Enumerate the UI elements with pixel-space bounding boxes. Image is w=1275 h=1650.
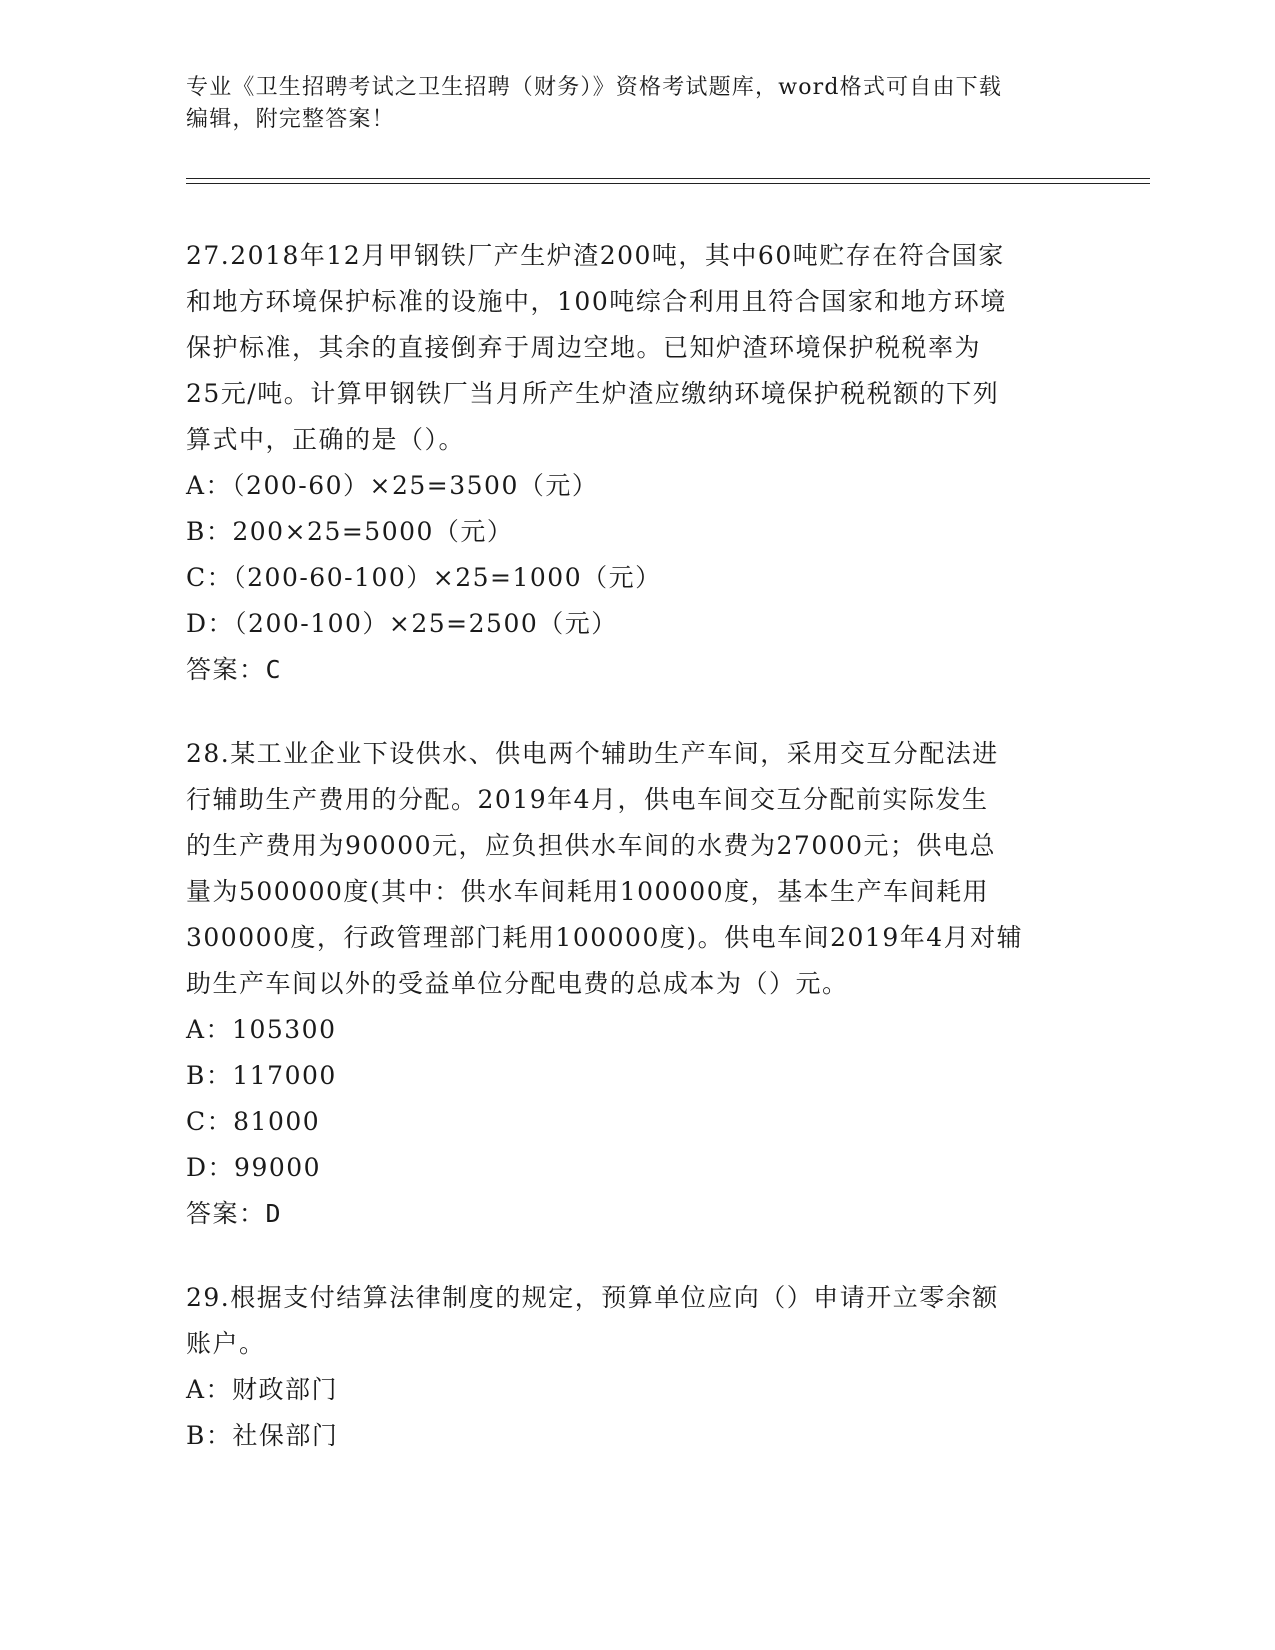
option-b: B：117000 (186, 1061, 337, 1090)
question-text-line: 量为500000度(其中：供水车间耗用100000度，基本生产车间耗用 (186, 877, 990, 906)
question-text-line: 29.根据支付结算法律制度的规定，预算单位应向（）申请开立零余额 (186, 1283, 999, 1312)
question-text-line: 助生产车间以外的受益单位分配电费的总成本为（）元。 (186, 969, 849, 998)
question-29 (186, 1275, 1086, 1459)
question-28 (186, 731, 1086, 1237)
header-line-2: 编辑，附完整答案！ (186, 107, 395, 132)
header-divider-bottom (186, 183, 1150, 184)
question-text-line: 保护标准，其余的直接倒弃于周边空地。已知炉渣环境保护税税率为 (186, 333, 982, 362)
answer-line (186, 1191, 1086, 1237)
option-a: A：财政部门 (186, 1375, 339, 1404)
question-list (186, 233, 1086, 1497)
option-b: B：200×25=5000（元） (186, 517, 514, 546)
answer-value: D (265, 1199, 283, 1228)
answer-value: C (265, 655, 283, 684)
question-text-line: 25元/吨。计算甲钢铁厂当月所产生炉渣应缴纳环境保护税税额的下列 (186, 379, 1000, 408)
option-d: D：99000 (186, 1153, 322, 1182)
question-text-line: 和地方环境保护标准的设施中，100吨综合利用且符合国家和地方环境 (186, 287, 1007, 316)
question-text-line: 的生产费用为90000元，应负担供水车间的水费为27000元；供电总 (186, 831, 997, 860)
option-a: A：（200-60）×25=3500（元） (186, 471, 599, 500)
header-line-1: 专业《卫生招聘考试之卫生招聘（财务）》资格考试题库，word格式可自由下载 (186, 75, 1003, 100)
option-d: D：（200-100）×25=2500（元） (186, 609, 618, 638)
question-27 (186, 233, 1086, 693)
question-text-line: 算式中，正确的是（）。 (186, 425, 466, 454)
question-text-line: 28.某工业企业下设供水、供电两个辅助生产车间，采用交互分配法进 (186, 739, 999, 768)
answer-label: 答案： (186, 655, 266, 684)
document-header (186, 72, 1086, 136)
question-text-line: 行辅助生产费用的分配。2019年4月，供电车间交互分配前实际发生 (186, 785, 989, 814)
question-text-line: 300000度，行政管理部门耗用100000度)。供电车间2019年4月对辅 (186, 923, 1024, 952)
question-text-line: 账户。 (186, 1329, 266, 1358)
answer-line (186, 647, 1086, 693)
header-divider-top (186, 178, 1150, 179)
option-a: A：105300 (186, 1015, 337, 1044)
option-c: C：（200-60-100）×25=1000（元） (186, 563, 662, 592)
option-b: B：社保部门 (186, 1421, 339, 1450)
answer-label: 答案： (186, 1199, 266, 1228)
question-text-line: 27.2018年12月甲钢铁厂产生炉渣200吨，其中60吨贮存在符合国家 (186, 241, 1005, 270)
option-c: C：81000 (186, 1107, 321, 1136)
